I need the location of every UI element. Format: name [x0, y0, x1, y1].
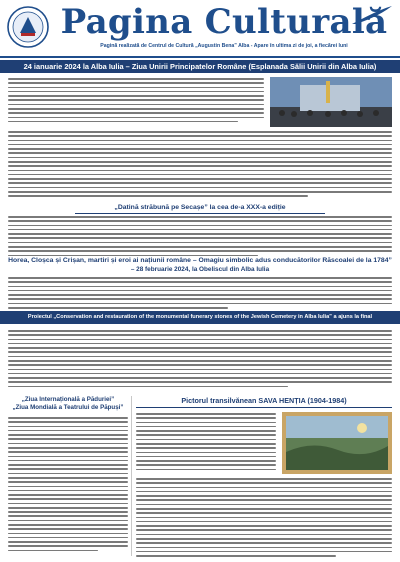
headline-ziua-unirii: 24 ianuarie 2024 la Alba Iulia – Ziua Unirii Principatelor Române (Esplanada Sălii Unirii din Alba Iulia) — [0, 60, 400, 73]
headline-horea-closca-crisan — [0, 256, 400, 274]
headline-jewish-cemetery-text: Proiectul „Conservation and restauration of the monumental funerary stones of the Jewish Cemetery in Alba Iulia” a ajuns la final — [27, 314, 373, 320]
article-padurii-text — [8, 417, 128, 554]
headline-horea-line-1: Horea, Cloșca și Crișan, martiri și eroi ai națiunii române – Omagiu simbolic adus conducătorilor Răscoalei de la 1784” — [8, 257, 392, 264]
quill-icon — [350, 4, 394, 26]
headline-sava-hentia: Pictorul transilvănean SAVA HENȚIA (1904-1984) — [181, 396, 347, 405]
headline-horea-line-2: – 28 februarie 2024, la Obeliscul din Alba Iulia — [130, 266, 270, 273]
headline-papusi-line-2: „Ziua Mondială a Teatrului de Păpuși” — [12, 404, 124, 411]
publication-subtitle: Pagină realizată de Centrul de Cultură „Augustin Bena” Alba - Apare în ultima zi de joi, a fiecărei luni — [100, 43, 348, 49]
headline-jewish-cemetery — [0, 311, 400, 324]
article-unirea-text — [8, 78, 264, 125]
headline-padurii-line-1: „Ziua Internațională a Păduriei” — [21, 396, 115, 403]
article-unirea-text-continued — [8, 131, 392, 200]
logo-emblem-icon — [6, 5, 50, 49]
masthead — [0, 0, 400, 58]
headline-datina-straibuna: „Datină străbună pe Secașe” la cea de-a XXX-a ediție — [0, 203, 400, 214]
headline-sava-underline — [136, 407, 392, 408]
article-datina-text — [8, 216, 392, 259]
publication-title: Pagina Culturală — [60, 2, 388, 42]
headline-ziua-padurii — [8, 396, 128, 412]
column-divider — [131, 396, 132, 556]
article-sava-hentia-text — [136, 413, 276, 473]
article-sava-hentia-text-continued — [136, 478, 392, 559]
article-jewish-cemetery-text — [8, 330, 392, 390]
photo-ziua-unirii — [270, 77, 392, 127]
article-horea-text — [8, 277, 392, 311]
photo-sava-hentia-painting — [282, 412, 392, 474]
